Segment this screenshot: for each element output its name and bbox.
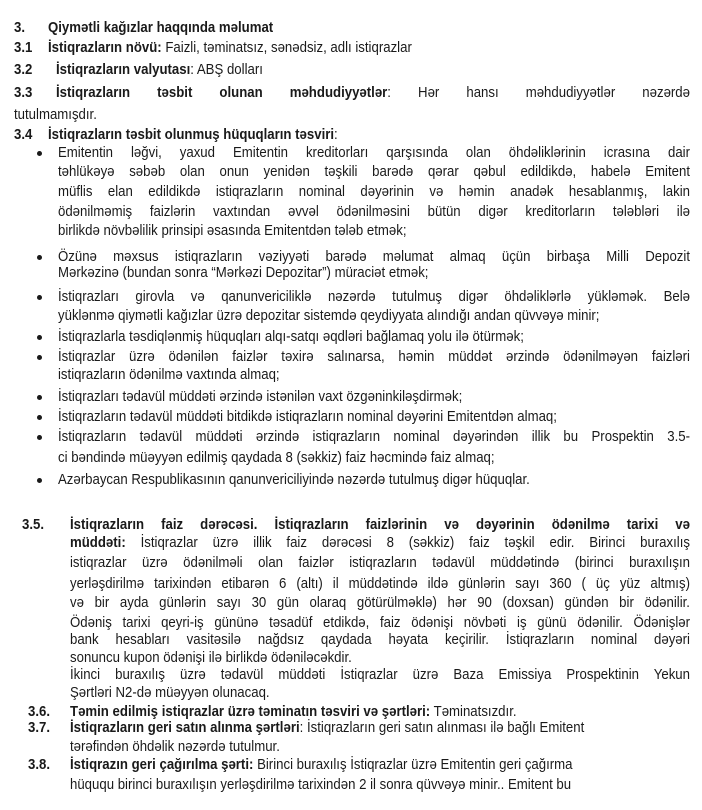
- list-item-line: təhlükəyə səbəb olan onun yenidən təşkili barədə qərar qəbul edildikdə, habelə Emitent: [58, 163, 690, 180]
- list-item-line: İstiqrazların tədavül müddəti bitdikdə istiqrazların nominal dəyərini Emitentdən almaq;: [58, 408, 557, 425]
- list-item-line: istiqrazların ödənilmə vaxtında almaq;: [58, 366, 280, 383]
- list-item-line: Mərkəzinə (bundan sonra “Mərkəzi Depozitar”) müraciət etmək;: [58, 264, 429, 281]
- section-3-5: İstiqrazların faiz dərəcəsi. İstiqrazların faizlərinin və dəyərinin ödənilmə tarixi və: [70, 516, 690, 533]
- list-item-line: İstiqrazları girovla və qanunvericiliklə nəzərdə tutulmuş digər öhdəliklərlə yükləmək. Belə: [58, 288, 690, 305]
- section-3-8-cont: hüququ birinci buraxılışın yerləşdirilmə tarixindən 2 il sonra qüvvəyə minir.. Emitent bu: [70, 776, 572, 793]
- section-number: 3.1: [14, 39, 33, 56]
- section-3-8: İstiqrazın geri çağırılma şərti: Birinci buraxılış İstiqrazlar üzrə Emitentin geri çağırma: [70, 756, 573, 773]
- section-3-5-line: müddəti: İstiqrazlar üzrə illik faiz dərəcəsi 8 (səkkiz) faiz təşkil edir. Birinci buraxılış: [70, 534, 690, 551]
- section-3-6: Təmin edilmiş istiqrazlar üzrə təminatın təsviri və şərtləri: Təminatsızdır.: [70, 703, 517, 720]
- section-3-5-line: bank hesabları vasitəsilə nağdsız qaydada həyata keçirilir. İstiqrazların nominal dəyəri: [70, 631, 690, 648]
- list-item-line: Özünə məxsus istiqrazların vəziyyəti barədə məlumat almaq üçün birbaşa Milli Depozit: [58, 248, 690, 265]
- section-3-5-line: Şərtləri N2-də müəyyən olunacaq.: [70, 684, 270, 701]
- list-item-line: İstiqrazlarla təsdiqlənmiş hüquqları alqı-satqı əqdləri bağlamaq yolu ilə ötürmək;: [58, 328, 524, 345]
- section-number: 3.8.: [28, 756, 51, 773]
- section-number: 3.4: [14, 126, 33, 143]
- section-number: 3.3: [14, 84, 33, 101]
- section-number: 3.2: [14, 61, 33, 78]
- section-number: 3.6.: [28, 703, 51, 720]
- section-3-5-line: yerləşdirilmə tarixindən etibarən 6 (altı) il müddətində ildə günlərin sayı 360 ( üç yüz altmış): [70, 575, 690, 592]
- section-3-4: İstiqrazların təsbit olunmuş hüquqların təsviri:: [48, 126, 338, 143]
- section-number: 3.7.: [28, 719, 51, 736]
- bullet-icon: [37, 395, 42, 400]
- section-3-5-line: İkinci buraxılış üzrə tədavül müddəti İstiqrazlar üzrə Baza Emissiya Prospektinin Yekun: [70, 666, 690, 683]
- section-number: 3.: [14, 19, 26, 36]
- list-item-line: ci bəndində müəyyən edilmiş qaydada 8 (səkkiz) faiz həcmində faiz almaq;: [58, 449, 495, 466]
- bullet-icon: [37, 295, 42, 300]
- bullet-icon: [37, 151, 42, 156]
- list-item-line: yüklənmə qiymətli kağızlar üzrə depozitar sistemdə qeydiyyata alındığı andan qüvvəyə minir;: [58, 307, 600, 324]
- list-item-line: birlikdə növbəlilik prinsipi əsasında Emitentdən tələb etmək;: [58, 222, 407, 239]
- section-title: Qiymətli kağızlar haqqında məlumat: [48, 19, 274, 36]
- bullet-icon: [37, 255, 42, 260]
- bullet-icon: [37, 478, 42, 483]
- list-item-line: Azərbaycan Respublikasının qanunvericiliyində nəzərdə tutulmuş digər hüquqlar.: [58, 471, 530, 488]
- list-item-line: ödənilməmiş faizlərin vaxtından əvvəl ödənilməsini bütün digər kreditorların tələbləri ilə: [58, 203, 690, 220]
- section-3-7-cont: tərəfindən öhdəlik nəzərdə tutulmur.: [70, 738, 280, 755]
- section-3-5-line: və bir ayda günlərin sayı 30 gün olaraq götürülməklə) hər 90 (doxsan) gündən bir ödənilir.: [70, 594, 690, 611]
- bullet-icon: [37, 435, 42, 440]
- section-3-5-line: sonuncu kupon ödənişi ilə birlikdə ödəniləcəkdir.: [70, 649, 352, 666]
- list-item-line: İstiqrazların tədavül müddəti ərzində istiqrazların nominal dəyərindən illik bu Prospektin 3.5-: [58, 428, 690, 445]
- list-item-line: İstiqrazlar üzrə ödənilən faizlər təxirə salınarsa, həmin müddət ərzində ödənilməyən faizləri: [58, 348, 690, 365]
- bullet-icon: [37, 415, 42, 420]
- list-item-line: İstiqrazları tədavül müddəti ərzində istənilən vaxt özgəninkiləşdirmək;: [58, 388, 463, 405]
- section-3-7: İstiqrazların geri satın alınma şərtləri: İstiqrazların geri satın alınması ilə bağlı Emitent: [70, 719, 585, 736]
- bullet-icon: [37, 335, 42, 340]
- list-item-line: müflis elan edildikdə istiqrazların nominal dəyərinin və həmin anadək hesablanmış, lakin: [58, 183, 690, 200]
- bullet-icon: [37, 355, 42, 360]
- section-number: 3.5.: [22, 516, 45, 533]
- section-3-2: İstiqrazların valyutası: ABŞ dolları: [56, 61, 263, 78]
- section-3-5-line: istiqrazlar üzrə ödənilməli olan faizlər istiqrazların tədavül müddətində (birinci buraxılışın: [70, 554, 690, 571]
- list-item-line: Emitentin ləğvi, yaxud Emitentin kreditorları qarşısında olan öhdəliklərinin icrasına dair: [58, 144, 690, 161]
- section-3-5-line: Ödəniş tarixi qeyri-iş gününə təsadüf etdikdə, faiz ödənişi növbəti iş günü ödənilir. Ödənişlər: [70, 614, 690, 631]
- section-3-3: İstiqrazların təsbit olunan məhdudiyyətlər: Hər hansı məhdudiyyətlər nəzərdə: [56, 84, 690, 101]
- section-3-3-cont: tutulmamışdır.: [14, 106, 97, 123]
- section-3-1: İstiqrazların növü: Faizli, təminatsız, sənədsiz, adlı istiqrazlar: [48, 39, 412, 56]
